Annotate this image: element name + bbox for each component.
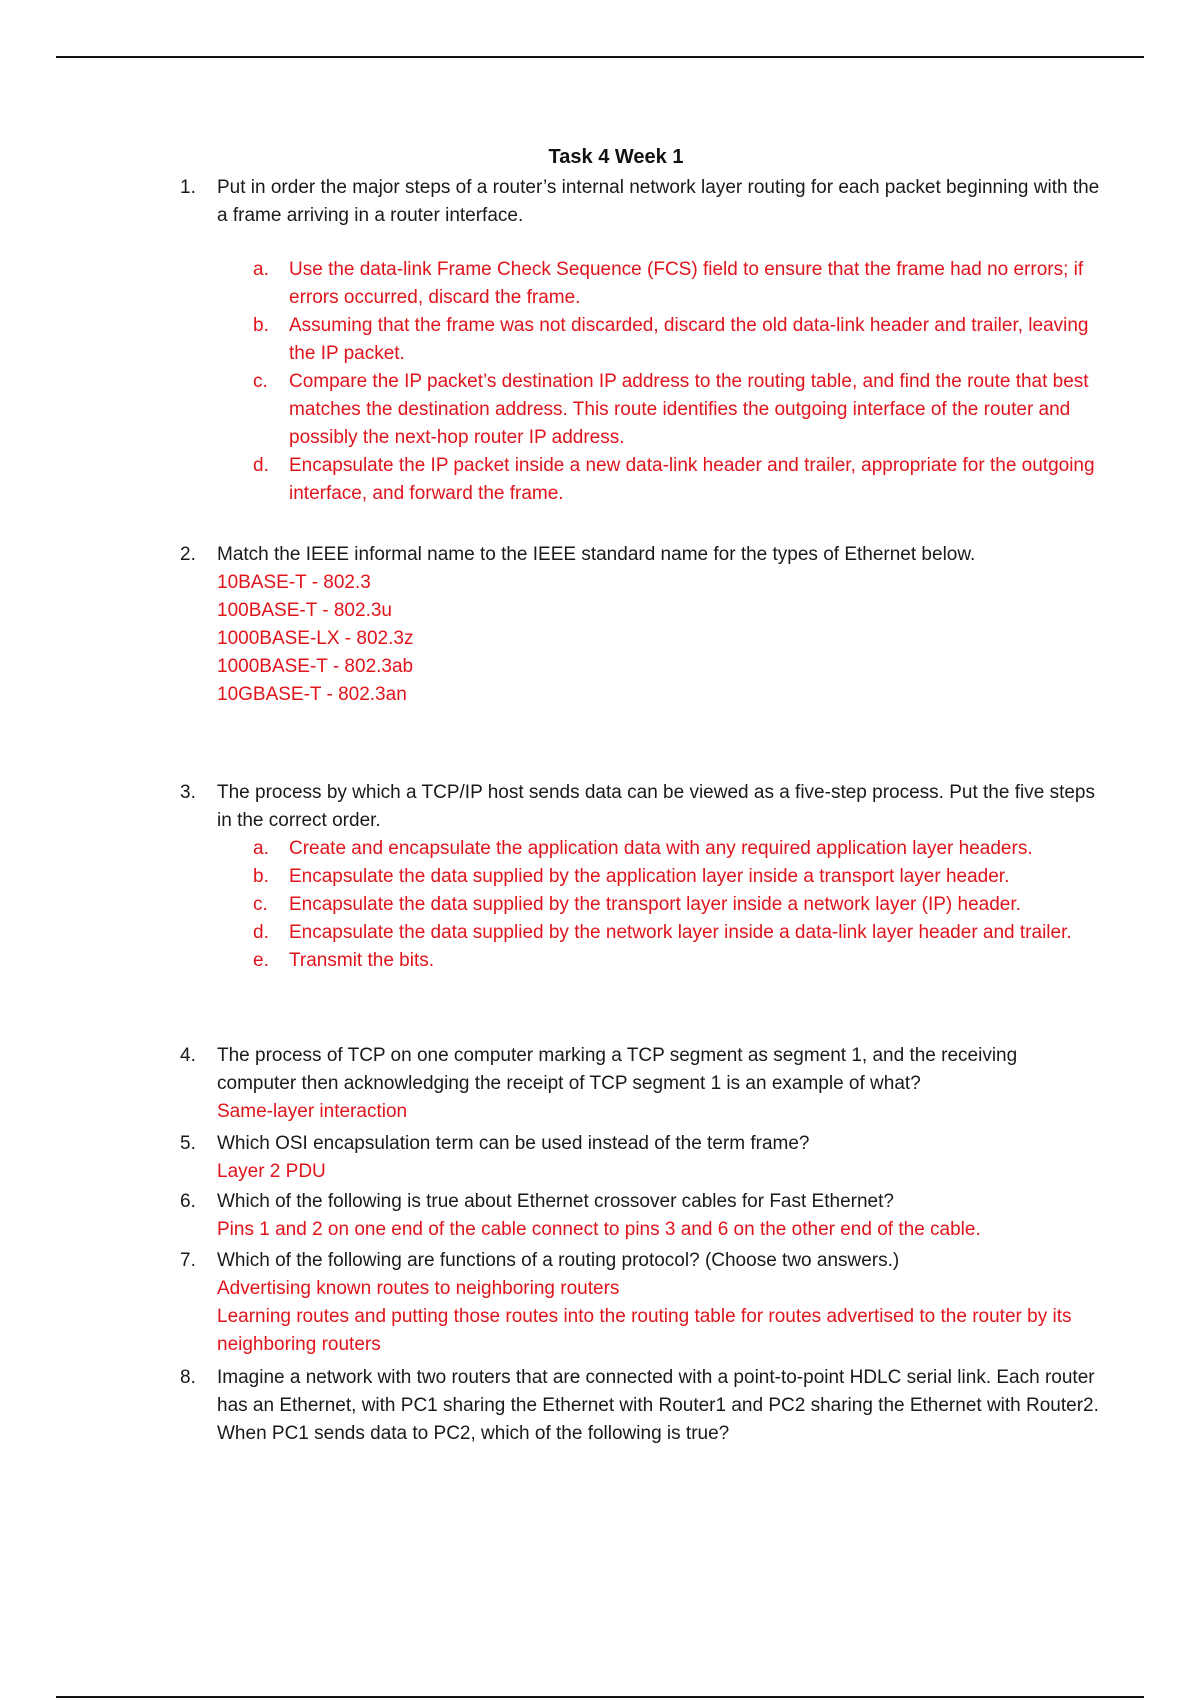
answer-step [217,863,1100,891]
question-text: Which of the following is true about Ethernet crossover cables for Fast Ethernet? [217,1191,894,1212]
answer-line: Layer 2 PDU [217,1161,326,1182]
answer-line: 10BASE-T - 802.3 [217,572,371,593]
step-text: Encapsulate the IP packet inside a new data-link header and trailer, appropriate for the outgoing interface, and forward the frame. [289,455,1095,504]
top-rule [56,56,1144,58]
answer-line: Advertising known routes to neighboring routers [217,1278,620,1299]
bottom-rule [56,1696,1144,1698]
answer-step [217,312,1100,368]
answer-line: 1000BASE-LX - 802.3z [217,628,414,649]
answer-step [217,256,1100,312]
page-title: Task 4 Week 1 [548,146,684,168]
step-letter: b. [253,866,269,887]
question-text: Which of the following are functions of a routing protocol? (Choose two answers.) [217,1250,900,1271]
step-text: Transmit the bits. [289,950,435,971]
answer-line: Pins 1 and 2 on one end of the cable connect to pins 3 and 6 on the other end of the cable. [217,1219,981,1240]
answer-line: 100BASE-T - 802.3u [217,600,392,621]
answer-step [217,368,1100,452]
step-text: Use the data-link Frame Check Sequence (FCS) field to ensure that the frame had no errors; if errors occurred, discard the frame. [289,259,1084,308]
step-letter: a. [253,838,269,859]
step-text: Encapsulate the data supplied by the network layer inside a data-link layer header and trailer. [289,922,1072,943]
question-text: Match the IEEE informal name to the IEEE standard name for the types of Ethernet below. [217,544,976,565]
question-6 [180,1188,1100,1244]
question-number: 1. [180,177,196,198]
step-text: Encapsulate the data supplied by the transport layer inside a network layer (IP) header. [289,894,1021,915]
step-letter: c. [253,894,268,915]
step-letter: c. [253,371,268,392]
question-number: 8. [180,1367,196,1388]
question-8 [180,1364,1100,1448]
answer-step [217,891,1100,919]
step-letter: b. [253,315,269,336]
question-number: 6. [180,1191,196,1212]
step-letter: a. [253,259,269,280]
step-text: Compare the IP packet’s destination IP address to the routing table, and find the route that best matches the destination address. This route identifies the outgoing interface of the router and possibly the next-hop router IP address. [289,371,1089,448]
question-2 [180,541,1100,709]
question-number: 4. [180,1045,196,1066]
question-text: The process of TCP on one computer marking a TCP segment as segment 1, and the receiving computer then acknowledging the receipt of TCP segment 1 is an example of what? [217,1045,1018,1094]
answer-step [217,947,1100,975]
step-text: Encapsulate the data supplied by the application layer inside a transport layer header. [289,866,1010,887]
answer-line: 10GBASE-T - 802.3an [217,684,407,705]
answer-line: Learning routes and putting those routes into the routing table for routes advertised to the router by its neighboring routers [217,1306,1072,1355]
step-letter: e. [253,950,269,971]
question-number: 7. [180,1250,196,1271]
step-text: Assuming that the frame was not discarded, discard the old data-link header and trailer, leaving the IP packet. [289,315,1089,364]
question-text: Imagine a network with two routers that are connected with a point-to-point HDLC serial link. Each router has an Ethernet, with PC1 sharing the Ethernet with Router1 and PC2 sharing the Ethernet with Router2. When PC1 sends data to PC2, which of the following is true? [217,1367,1099,1444]
question-text: Put in order the major steps of a router’s internal network layer routing for each packet beginning with the a frame arriving in a router interface. [217,177,1100,226]
answer-step [217,835,1100,863]
question-7 [180,1247,1100,1359]
answer-line: 1000BASE-T - 802.3ab [217,656,414,677]
step-text: Create and encapsulate the application data with any required application layer headers. [289,838,1033,859]
question-text: Which OSI encapsulation term can be used instead of the term frame? [217,1133,810,1154]
answer-step [217,452,1100,508]
step-letter: d. [253,455,269,476]
question-number: 2. [180,544,196,565]
question-4 [180,1042,1100,1126]
answer-step [217,919,1100,947]
answer-line: Same-layer interaction [217,1101,408,1122]
question-5 [180,1130,1100,1186]
question-number: 3. [180,782,196,803]
question-number: 5. [180,1133,196,1154]
question-text: The process by which a TCP/IP host sends data can be viewed as a five-step process. Put the five steps in the correct order. [217,782,1095,831]
question-3 [180,779,1100,975]
question-1 [180,174,1100,508]
step-letter: d. [253,922,269,943]
